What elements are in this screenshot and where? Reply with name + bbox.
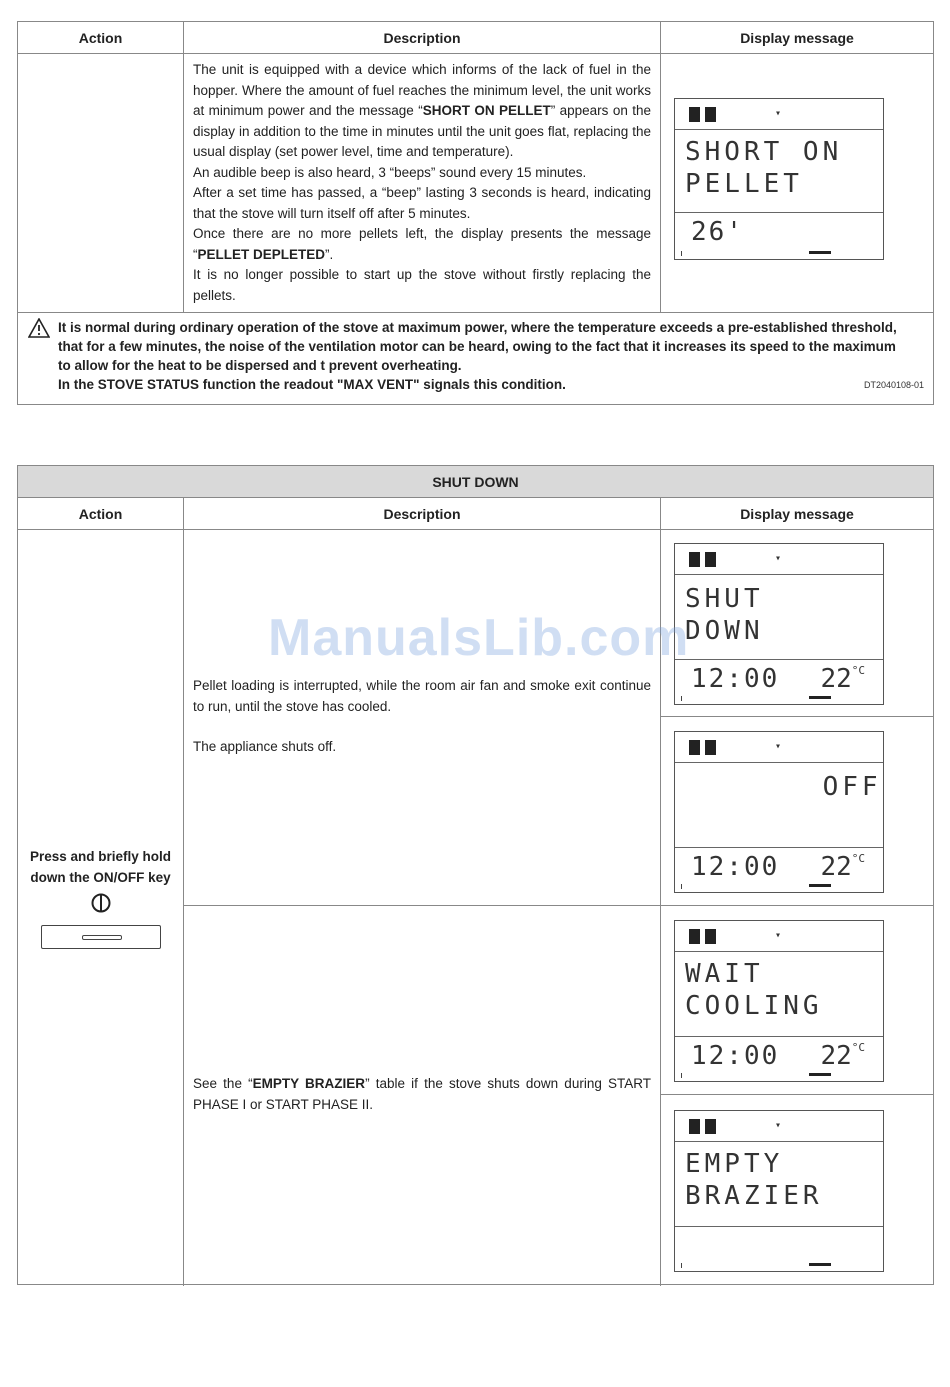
lcd-display <box>674 920 884 1082</box>
lcd-line: DOWN <box>685 616 764 646</box>
table-title: SHUT DOWN <box>18 466 933 498</box>
brazier-description: See the “EMPTY BRAZIER” table if the stove shuts down during START PHASE I or START PHASE II. <box>193 1076 652 1112</box>
signal-icon: ▾ <box>775 930 782 941</box>
lcd-minutes: 26' <box>691 217 744 247</box>
lcd-line: SHUT <box>685 584 764 614</box>
header-display: Display message <box>660 498 933 529</box>
lcd-time: 12:00 <box>691 1041 780 1071</box>
warning-triangle-icon <box>28 318 50 338</box>
lcd-line: WAIT <box>685 959 764 989</box>
lcd-temp: 22 <box>820 664 852 694</box>
table-header <box>18 22 933 54</box>
warning-line: that for a few minutes, the noise of the ventilation motor can be heard, owing to the fact that it increases its speed to the maximum <box>58 339 896 354</box>
lcd-line: COOLING <box>685 991 823 1021</box>
warning-note <box>28 318 928 394</box>
signal-icon: ▾ <box>775 553 782 564</box>
lcd-unit: °C <box>851 852 865 865</box>
header-action: Action <box>78 29 123 46</box>
lcd-temp: 22 <box>820 1041 852 1071</box>
header-display: Display message <box>660 22 933 53</box>
document-code: DT2040108-01 <box>863 380 924 390</box>
action-cell <box>18 846 183 949</box>
warning-line: It is normal during ordinary operation of the stove at maximum power, where the temperature exceeds a pre-established threshold, <box>58 320 897 335</box>
action-label: Press and briefly hold down the ON/OFF key <box>29 849 172 885</box>
signal-icon: ▾ <box>775 741 782 752</box>
warning-line: to allow for the heat to be dispersed and t prevent overheating. <box>58 358 462 373</box>
lcd-time: 12:00 <box>691 852 780 882</box>
lcd-unit: °C <box>851 1041 865 1054</box>
table-header <box>18 498 933 530</box>
lcd-line: EMPTY <box>685 1149 784 1179</box>
signal-icon: ▾ <box>775 1120 782 1131</box>
lcd-line: PELLET <box>685 169 803 199</box>
lcd-unit: °C <box>851 664 865 677</box>
on-off-key[interactable] <box>41 925 161 949</box>
lcd-line: BRAZIER <box>685 1181 823 1211</box>
lcd-temp: 22 <box>820 852 852 882</box>
header-description: Description <box>183 498 660 529</box>
lcd-display <box>674 1110 884 1272</box>
power-icon <box>90 892 112 914</box>
watermark: ManualsLib.com <box>268 609 690 667</box>
lcd-line: SHORT ON <box>685 137 843 167</box>
warning-line: In the STOVE STATUS function the readout "MAX VENT" signals this condition. <box>58 377 566 392</box>
signal-icon: ▾ <box>775 108 782 119</box>
header-action: Action <box>78 505 123 522</box>
header-description: Description <box>183 22 660 53</box>
lcd-time: 12:00 <box>691 664 780 694</box>
lcd-display <box>674 98 884 260</box>
lcd-line: OFF <box>685 772 882 802</box>
lcd-display <box>674 731 884 893</box>
shutdown-description: Pellet loading is interrupted, while the room air fan and smoke exit continue to run, until the stove has cooled. The appliance shuts off. <box>193 678 651 754</box>
lcd-display <box>674 543 884 705</box>
fuel-description: The unit is equipped with a device which informs of the lack of fuel in the hopper. Where the amount of fuel reaches the minimum level, the unit works at minimum power and the message “SHORT ON PELLET” appears on the display in addition to the time in minutes until the unit goes flat, replacing the usual display (set power level, time and temperature). An audible beep is also heard, 3 “beeps” sound every 15 minutes. After a set time has passed, a “beep” lasting 3 seconds is heard, indicating that the stove will turn itself off after 5 minutes. Once there are no more pellets left, the display presents the message “PELLET DEPLETED”. It is no longer possible to start up the stove without firstly replacing the pellets. <box>193 62 651 303</box>
